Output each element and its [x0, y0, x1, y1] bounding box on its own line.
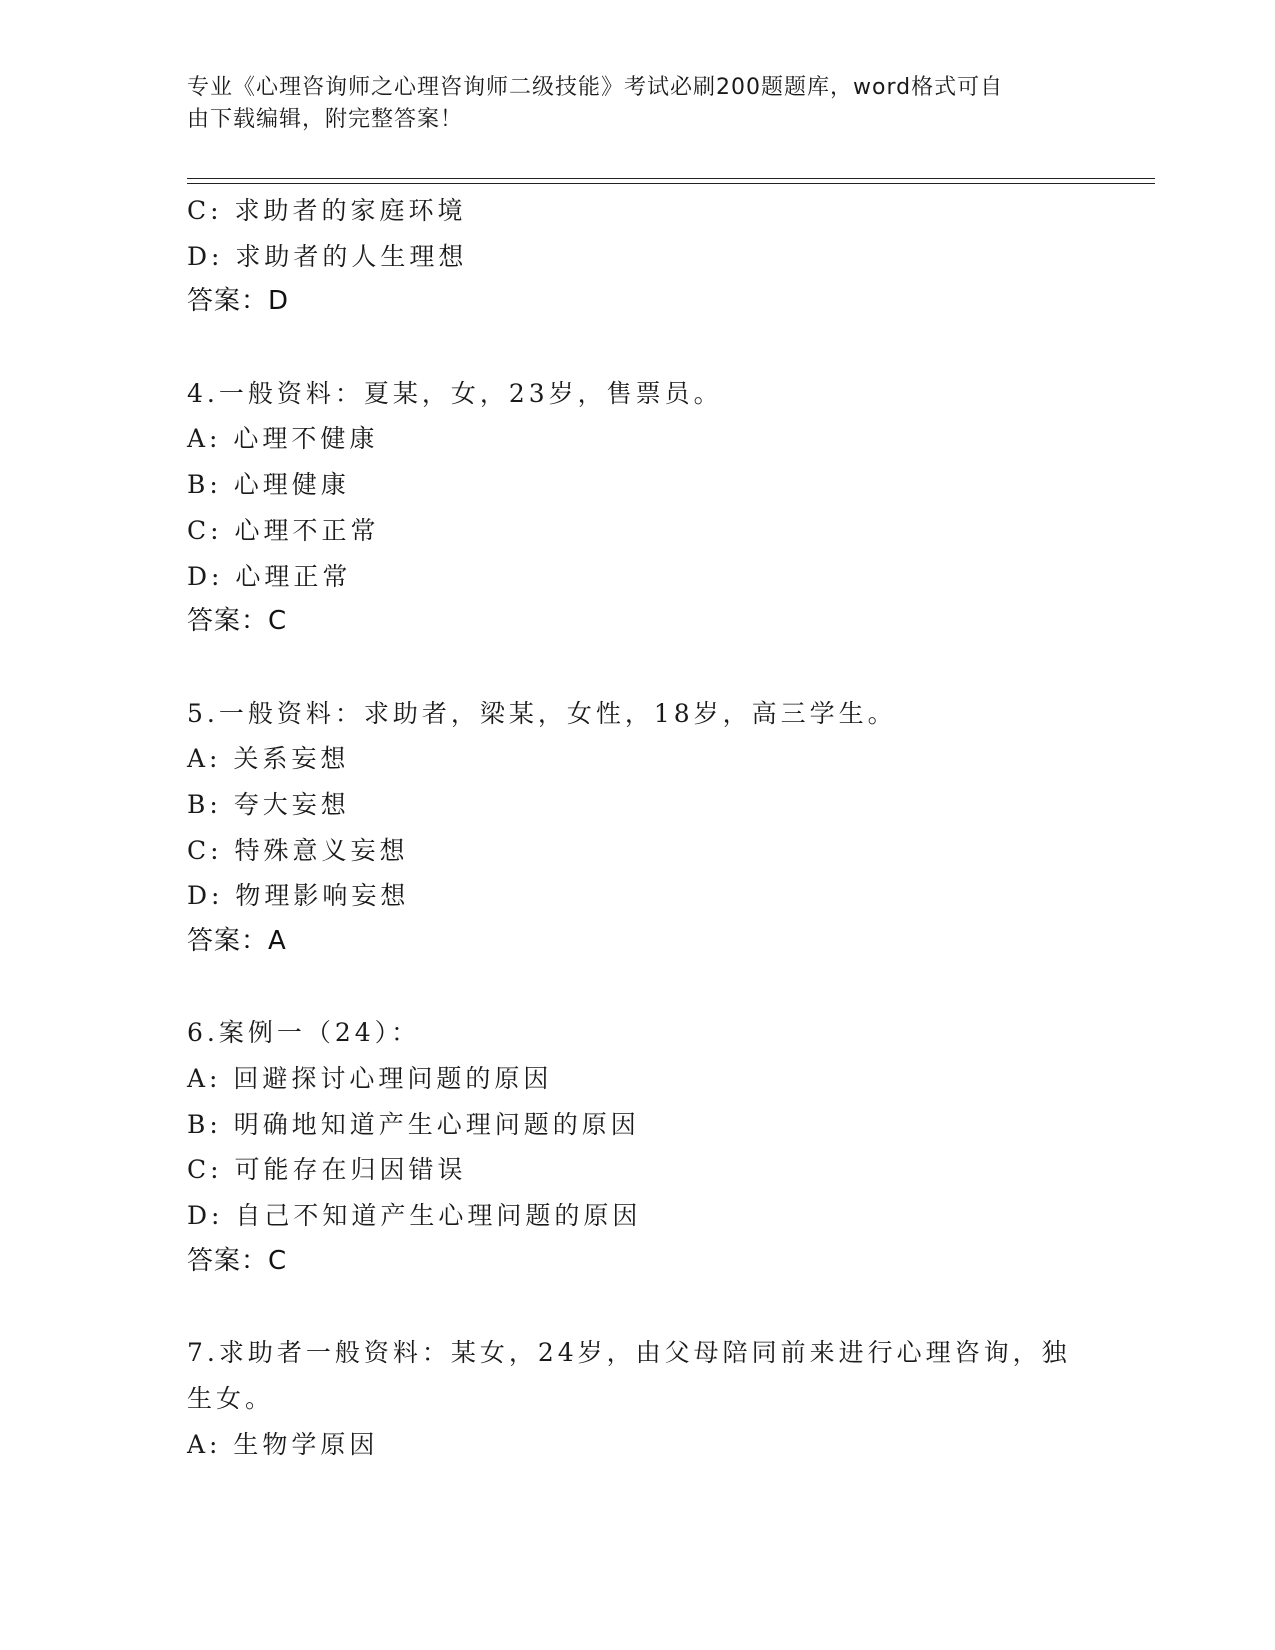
- q5-option-c: C: 特殊意义妄想: [187, 835, 409, 865]
- q5-answer: 答案：A: [187, 926, 287, 956]
- q4-answer: 答案：C: [187, 606, 288, 637]
- header-title-line-2: 由下载编辑，附完整答案！: [187, 107, 464, 132]
- document-header: [187, 72, 1067, 136]
- q7-option-a: A: 生物学原因: [187, 1429, 379, 1459]
- header-title-line-1: 专业《心理咨询师之心理咨询师二级技能》考试必刷200题题库，word格式可自: [187, 75, 1004, 100]
- q4-option-b: B: 心理健康: [187, 470, 350, 500]
- q4-stem: 4.一般资料：夏某，女，23岁，售票员。: [187, 378, 723, 408]
- q5-option-d: D: 物理影响妄想: [187, 881, 410, 911]
- spacer: [187, 1285, 1087, 1331]
- spacer: [187, 645, 1087, 691]
- q6-option-a: A: 回避探讨心理问题的原因: [187, 1064, 553, 1094]
- q4-option-c: C: 心理不正常: [187, 515, 380, 545]
- q7-stem-line-1: 7.求助者一般资料：某女，24岁，由父母陪同前来进行心理咨询，独: [187, 1338, 1071, 1368]
- q7-stem-line-2: 生女。: [187, 1383, 275, 1413]
- q5-stem: 5.一般资料：求助者，梁某，女性，18岁，高三学生。: [187, 698, 897, 728]
- header-divider: [187, 178, 1155, 184]
- q4-option-d: D: 心理正常: [187, 561, 352, 591]
- q6-option-b: B: 明确地知道产生心理问题的原因: [187, 1109, 640, 1139]
- q3-option-d: D: 求助者的人生理想: [187, 241, 468, 271]
- q6-stem: 6.案例一（24）：: [187, 1018, 421, 1048]
- q3-answer: 答案：D: [187, 286, 290, 317]
- spacer: [187, 325, 1087, 371]
- spacer: [187, 965, 1087, 1011]
- q4-option-a: A: 心理不健康: [187, 424, 379, 454]
- q5-option-a: A: 关系妄想: [187, 744, 350, 774]
- question-list: [187, 188, 1087, 1467]
- q3-option-c: C: 求助者的家庭环境: [187, 196, 467, 225]
- q5-option-b: B: 夸大妄想: [187, 789, 350, 819]
- q6-option-d: D: 自己不知道产生心理问题的原因: [187, 1201, 642, 1231]
- q6-option-c: C: 可能存在归因错误: [187, 1155, 467, 1185]
- q6-answer: 答案：C: [187, 1245, 288, 1276]
